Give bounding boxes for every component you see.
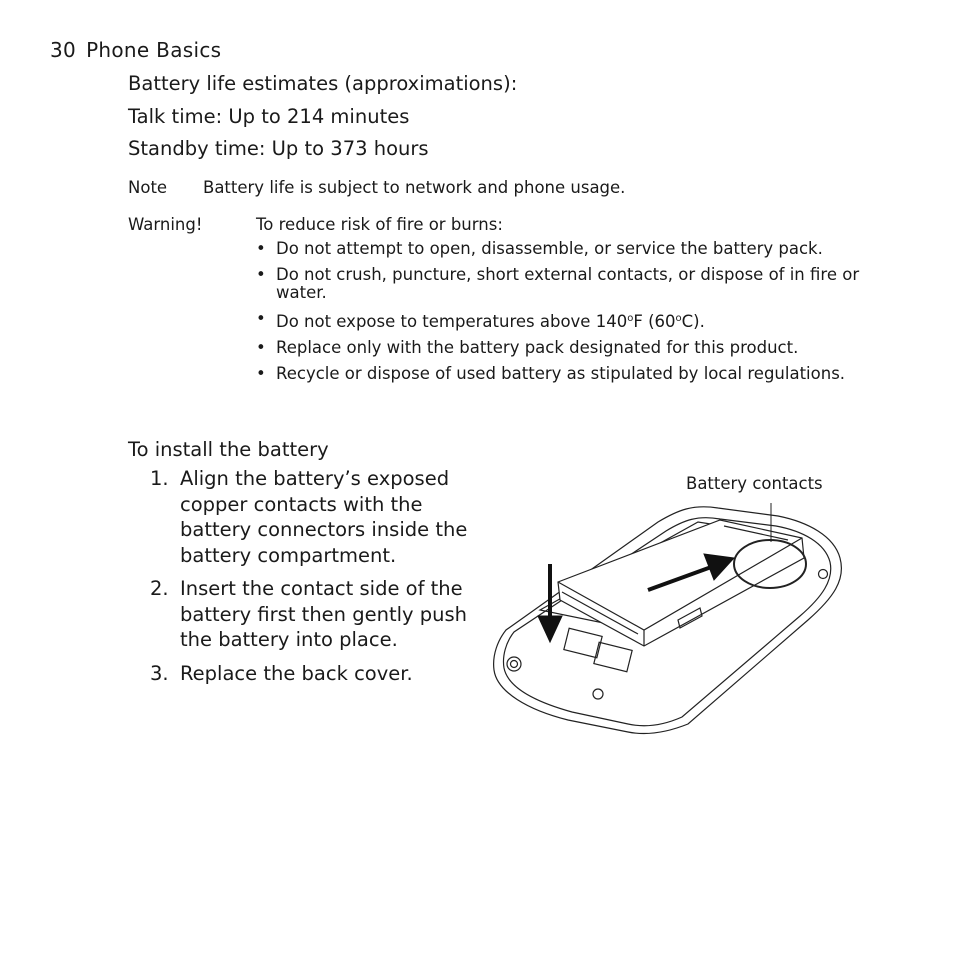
standby-time-value: 373 [330, 137, 368, 160]
bullet-icon: • [256, 364, 266, 383]
talk-time [128, 105, 409, 128]
page-number: 30 [50, 38, 77, 62]
standby-time-label: Standby time: Up to [128, 137, 331, 160]
battery-heading: Battery life estimates (approximations): [128, 72, 518, 95]
talk-time-unit: minutes [324, 105, 410, 128]
note-text: Battery life is subject to network and phone usage. [203, 178, 626, 197]
install-steps [150, 466, 490, 694]
step-number: 3. [150, 661, 169, 685]
list-item: • Do not attempt to open, disassemble, or service the battery pack. [256, 239, 823, 258]
bullet-icon: • [256, 338, 266, 357]
list-item [150, 661, 490, 687]
step-text: Insert the contact side of the battery first then gently push the battery into place. [180, 577, 468, 651]
talk-time-label: Talk time: Up to [128, 105, 287, 128]
down-arrow-head [538, 616, 562, 642]
battery-install-figure [488, 470, 858, 740]
step-text: Replace the back cover. [180, 661, 413, 685]
bullet-icon: • [256, 309, 266, 328]
screw-hole-icon [593, 689, 603, 699]
list-item: • Do not crush, puncture, short external contacts, or dispose of in fire or water. [256, 265, 860, 302]
section-title: Phone Basics [86, 38, 222, 62]
note-label: Note [128, 178, 168, 197]
bullet-icon: • [256, 265, 266, 284]
step-number: 2. [150, 577, 169, 600]
list-item [150, 576, 490, 653]
list-item: • Recycle or dispose of used battery as stipulated by local regulations. [256, 364, 846, 383]
standby-time [128, 137, 429, 160]
step-number: 1. [150, 467, 169, 490]
bullet-icon: • [256, 239, 266, 258]
step-text: Align the battery’s exposed copper contacts with the battery connectors inside the battery compartment. [180, 467, 468, 567]
list-item: • Replace only with the battery pack designated for this product. [256, 338, 799, 357]
battery-contacts-label: Battery contacts [686, 474, 823, 493]
list-item: • Do not expose to temperatures above 140$^o$F (60$^o$C). [256, 309, 705, 331]
phone-battery-illustration [488, 470, 858, 740]
jack-icon [507, 657, 521, 671]
warning-list [256, 240, 866, 391]
warning-intro: To reduce risk of fire or burns: [256, 215, 503, 234]
list-item [150, 466, 490, 568]
page-header [50, 38, 221, 62]
talk-time-value: 214 [287, 105, 325, 128]
warning-label: Warning! [128, 215, 203, 234]
standby-time-unit: hours [367, 137, 429, 160]
screw-hole-icon [819, 570, 828, 579]
install-title: To install the battery [128, 438, 329, 461]
